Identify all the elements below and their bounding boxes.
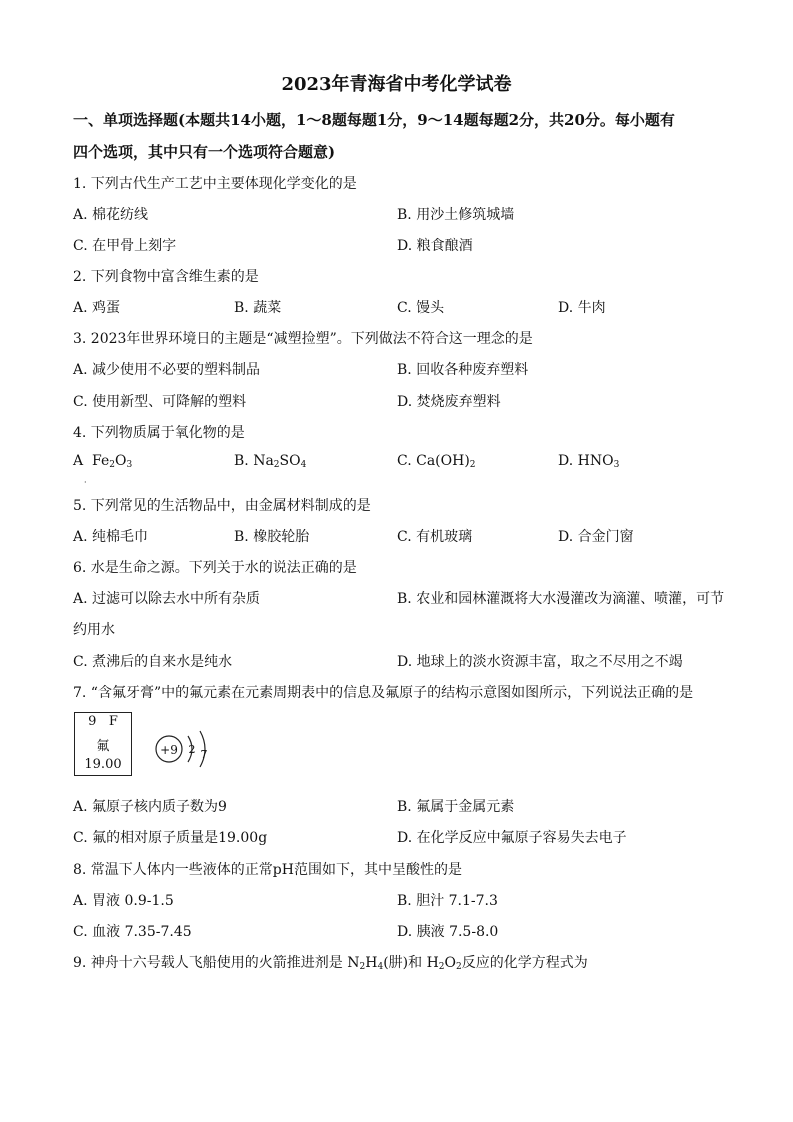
q3-option-d: D. 焚烧废弃塑料 <box>397 394 501 410</box>
q5-option-b: B. 橡胶轮胎 <box>234 529 310 545</box>
page-title: 2023年青海省中考化学试卷 <box>281 74 512 95</box>
stray-mark: · <box>84 478 87 487</box>
q4-option-b: B. $Na_2SO_4$ <box>234 453 307 470</box>
q8-option-a: A. 胃液 0.9-1.5 <box>73 893 174 909</box>
shell-1-electrons: 2 <box>188 743 196 756</box>
section-heading-line2: 四个选项，其中只有一个选项符合题意) <box>73 143 336 161</box>
q6-option-b-line1: B. 农业和园林灌溉将大水漫灌改为滴灌、喷灌，可节 <box>397 591 725 607</box>
q6-option-d: D. 地球上的淡水资源丰富，取之不尽用之不竭 <box>397 654 683 670</box>
question-6-stem: 6. 水是生命之源。下列关于水的说法正确的是 <box>73 560 357 576</box>
atom-structure-diagram <box>148 727 228 771</box>
q6-option-c: C. 煮沸后的自来水是纯水 <box>73 654 233 670</box>
q6-option-b-line2: 约用水 <box>73 622 115 638</box>
q2-option-c: C. 馒头 <box>397 300 445 316</box>
q1-option-a: A. 棉花纺线 <box>73 207 149 223</box>
q3-option-c: C. 使用新型、可降解的塑料 <box>73 394 247 410</box>
q5-option-d: D. 合金门窗 <box>558 529 634 545</box>
q2-option-b: B. 蔬菜 <box>234 300 282 316</box>
q5-option-a: A. 纯棉毛巾 <box>73 529 149 545</box>
q1-option-d: D. 粮食酿酒 <box>397 238 473 254</box>
question-1-stem: 1. 下列古代生产工艺中主要体现化学变化的是 <box>73 176 357 192</box>
q6-option-a: A. 过滤可以除去水中所有杂质 <box>73 591 261 607</box>
question-8-stem: 8. 常温下人体内一些液体的正常pH范围如下，其中呈酸性的是 <box>73 862 462 878</box>
shell-2-electrons: 7 <box>200 748 208 761</box>
q7-option-d: D. 在化学反应中氟原子容易失去电子 <box>397 830 627 846</box>
question-5-stem: 5. 下列常见的生活物品中，由金属材料制成的是 <box>73 498 371 514</box>
q4-option-a: A $Fe_2O_3$ <box>73 453 133 470</box>
q7-option-b: B. 氟属于金属元素 <box>397 799 515 815</box>
section-heading-line1: 一、单项选择题(本题共14小题，1～8题每题1分，9～14题每题2分，共20分。每小题有 <box>73 111 675 129</box>
question-9-stem: 9. 神舟十六号载人飞船使用的火箭推进剂是 $N_2H_4$(肼)和 $H_2O_2$反应的化学方程式为 <box>73 955 588 972</box>
q7-option-c: C. 氟的相对原子质量是19.00g <box>73 830 268 846</box>
q4-option-d: D. $HNO_3$ <box>558 453 620 470</box>
q1-option-c: C. 在甲骨上刻字 <box>73 238 177 254</box>
nucleus-charge: +9 <box>160 743 178 757</box>
q3-option-b: B. 回收各种废弃塑料 <box>397 362 529 378</box>
periodic-table-cell <box>74 712 132 776</box>
q3-option-a: A. 减少使用不必要的塑料制品 <box>73 362 261 378</box>
q5-option-c: C. 有机玻璃 <box>397 529 473 545</box>
q2-option-a: A. 鸡蛋 <box>73 300 121 316</box>
question-3-stem: 3. 2023年世界环境日的主题是“减塑捡塑”。下列做法不符合这一理念的是 <box>73 331 533 347</box>
q7-option-a: A. 氟原子核内质子数为9 <box>73 799 227 815</box>
q1-option-b: B. 用沙土修筑城墙 <box>397 207 515 223</box>
question-7-stem: 7. “含氟牙膏”中的氟元素在元素周期表中的信息及氟原子的结构示意图如图所示，下列说法正确的是 <box>73 685 694 701</box>
question-2-stem: 2. 下列食物中富含维生素的是 <box>73 269 259 285</box>
q2-option-d: D. 牛肉 <box>558 300 606 316</box>
element-name: 氟 <box>96 739 110 754</box>
q4-option-c: C. $Ca(OH)_2$ <box>397 453 476 470</box>
q8-option-d: D. 胰液 7.5-8.0 <box>397 924 499 940</box>
element-number-symbol: 9 F <box>88 714 118 729</box>
q8-option-c: C. 血液 7.35-7.45 <box>73 924 192 940</box>
q8-option-b: B. 胆汁 7.1-7.3 <box>397 893 498 909</box>
element-mass: 19.00 <box>84 757 122 772</box>
question-4-stem: 4. 下列物质属于氧化物的是 <box>73 425 245 441</box>
